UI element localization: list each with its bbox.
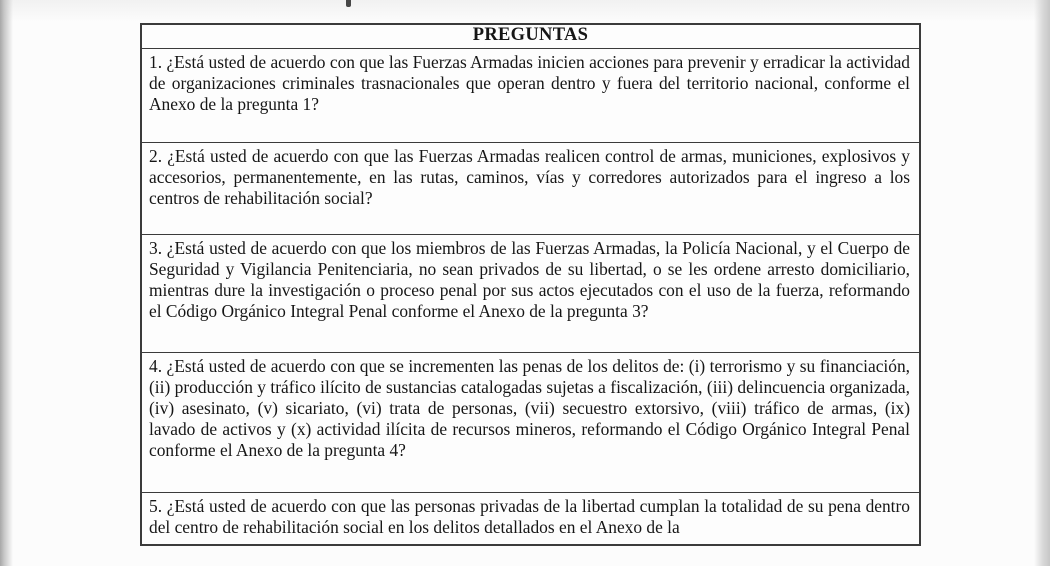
- question-row-4: 4. ¿Está usted de acuerdo con que se incrementen las penas de los delitos de: (i) terrorismo y su financiación, (ii) producción y tráfico ilícito de sustancias catalogadas sujetas a fiscalización, (iii) delincuencia organizada, (iv) asesinato, (v) sicariato, (vi) trata de personas, (vii) secuestro extorsivo, (viii) tráfico de armas, (ix) lavado de activos y (x) actividad ilícita de recursos mineros, reformando el Código Orgánico Integral Penal conforme el Anexo de la pregunta 4?: [142, 352, 919, 492]
- questions-table: [140, 23, 921, 546]
- scan-top-shading: [0, 0, 1050, 22]
- scan-edge-left: [0, 0, 14, 566]
- question-row-1: 1. ¿Está usted de acuerdo con que las Fuerzas Armadas inicien acciones para prevenir y erradicar la actividad de organizaciones criminales trasnacionales que operan dentro y fuera del territorio nacional, conforme el Anexo de la pregunta 1?: [142, 48, 919, 142]
- table-title: PREGUNTAS: [472, 25, 589, 45]
- cutoff-text-fragment: [346, 0, 351, 7]
- question-row-2: 2. ¿Está usted de acuerdo con que las Fuerzas Armadas realicen control de armas, municiones, explosivos y accesorios, permanentemente, en las rutas, caminos, vías y corredores autorizados para el ingreso a los centros de rehabilitación social?: [142, 142, 919, 234]
- scan-edge-right: [1034, 0, 1050, 566]
- question-row-5: 5. ¿Está usted de acuerdo con que las personas privadas de la libertad cumplan la totalidad de su pena dentro del centro de rehabilitación social en los delitos detallados en el Anexo de la: [142, 492, 919, 544]
- question-row-3: 3. ¿Está usted de acuerdo con que los miembros de las Fuerzas Armadas, la Policía Nacional, y el Cuerpo de Seguridad y Vigilancia Penitenciaria, no sean privados de su libertad, o se les ordene arresto domiciliario, mientras dure la investigación o proceso penal por sus actos ejecutados con el uso de la fuerza, reformando el Código Orgánico Integral Penal conforme el Anexo de la pregunta 3?: [142, 234, 919, 352]
